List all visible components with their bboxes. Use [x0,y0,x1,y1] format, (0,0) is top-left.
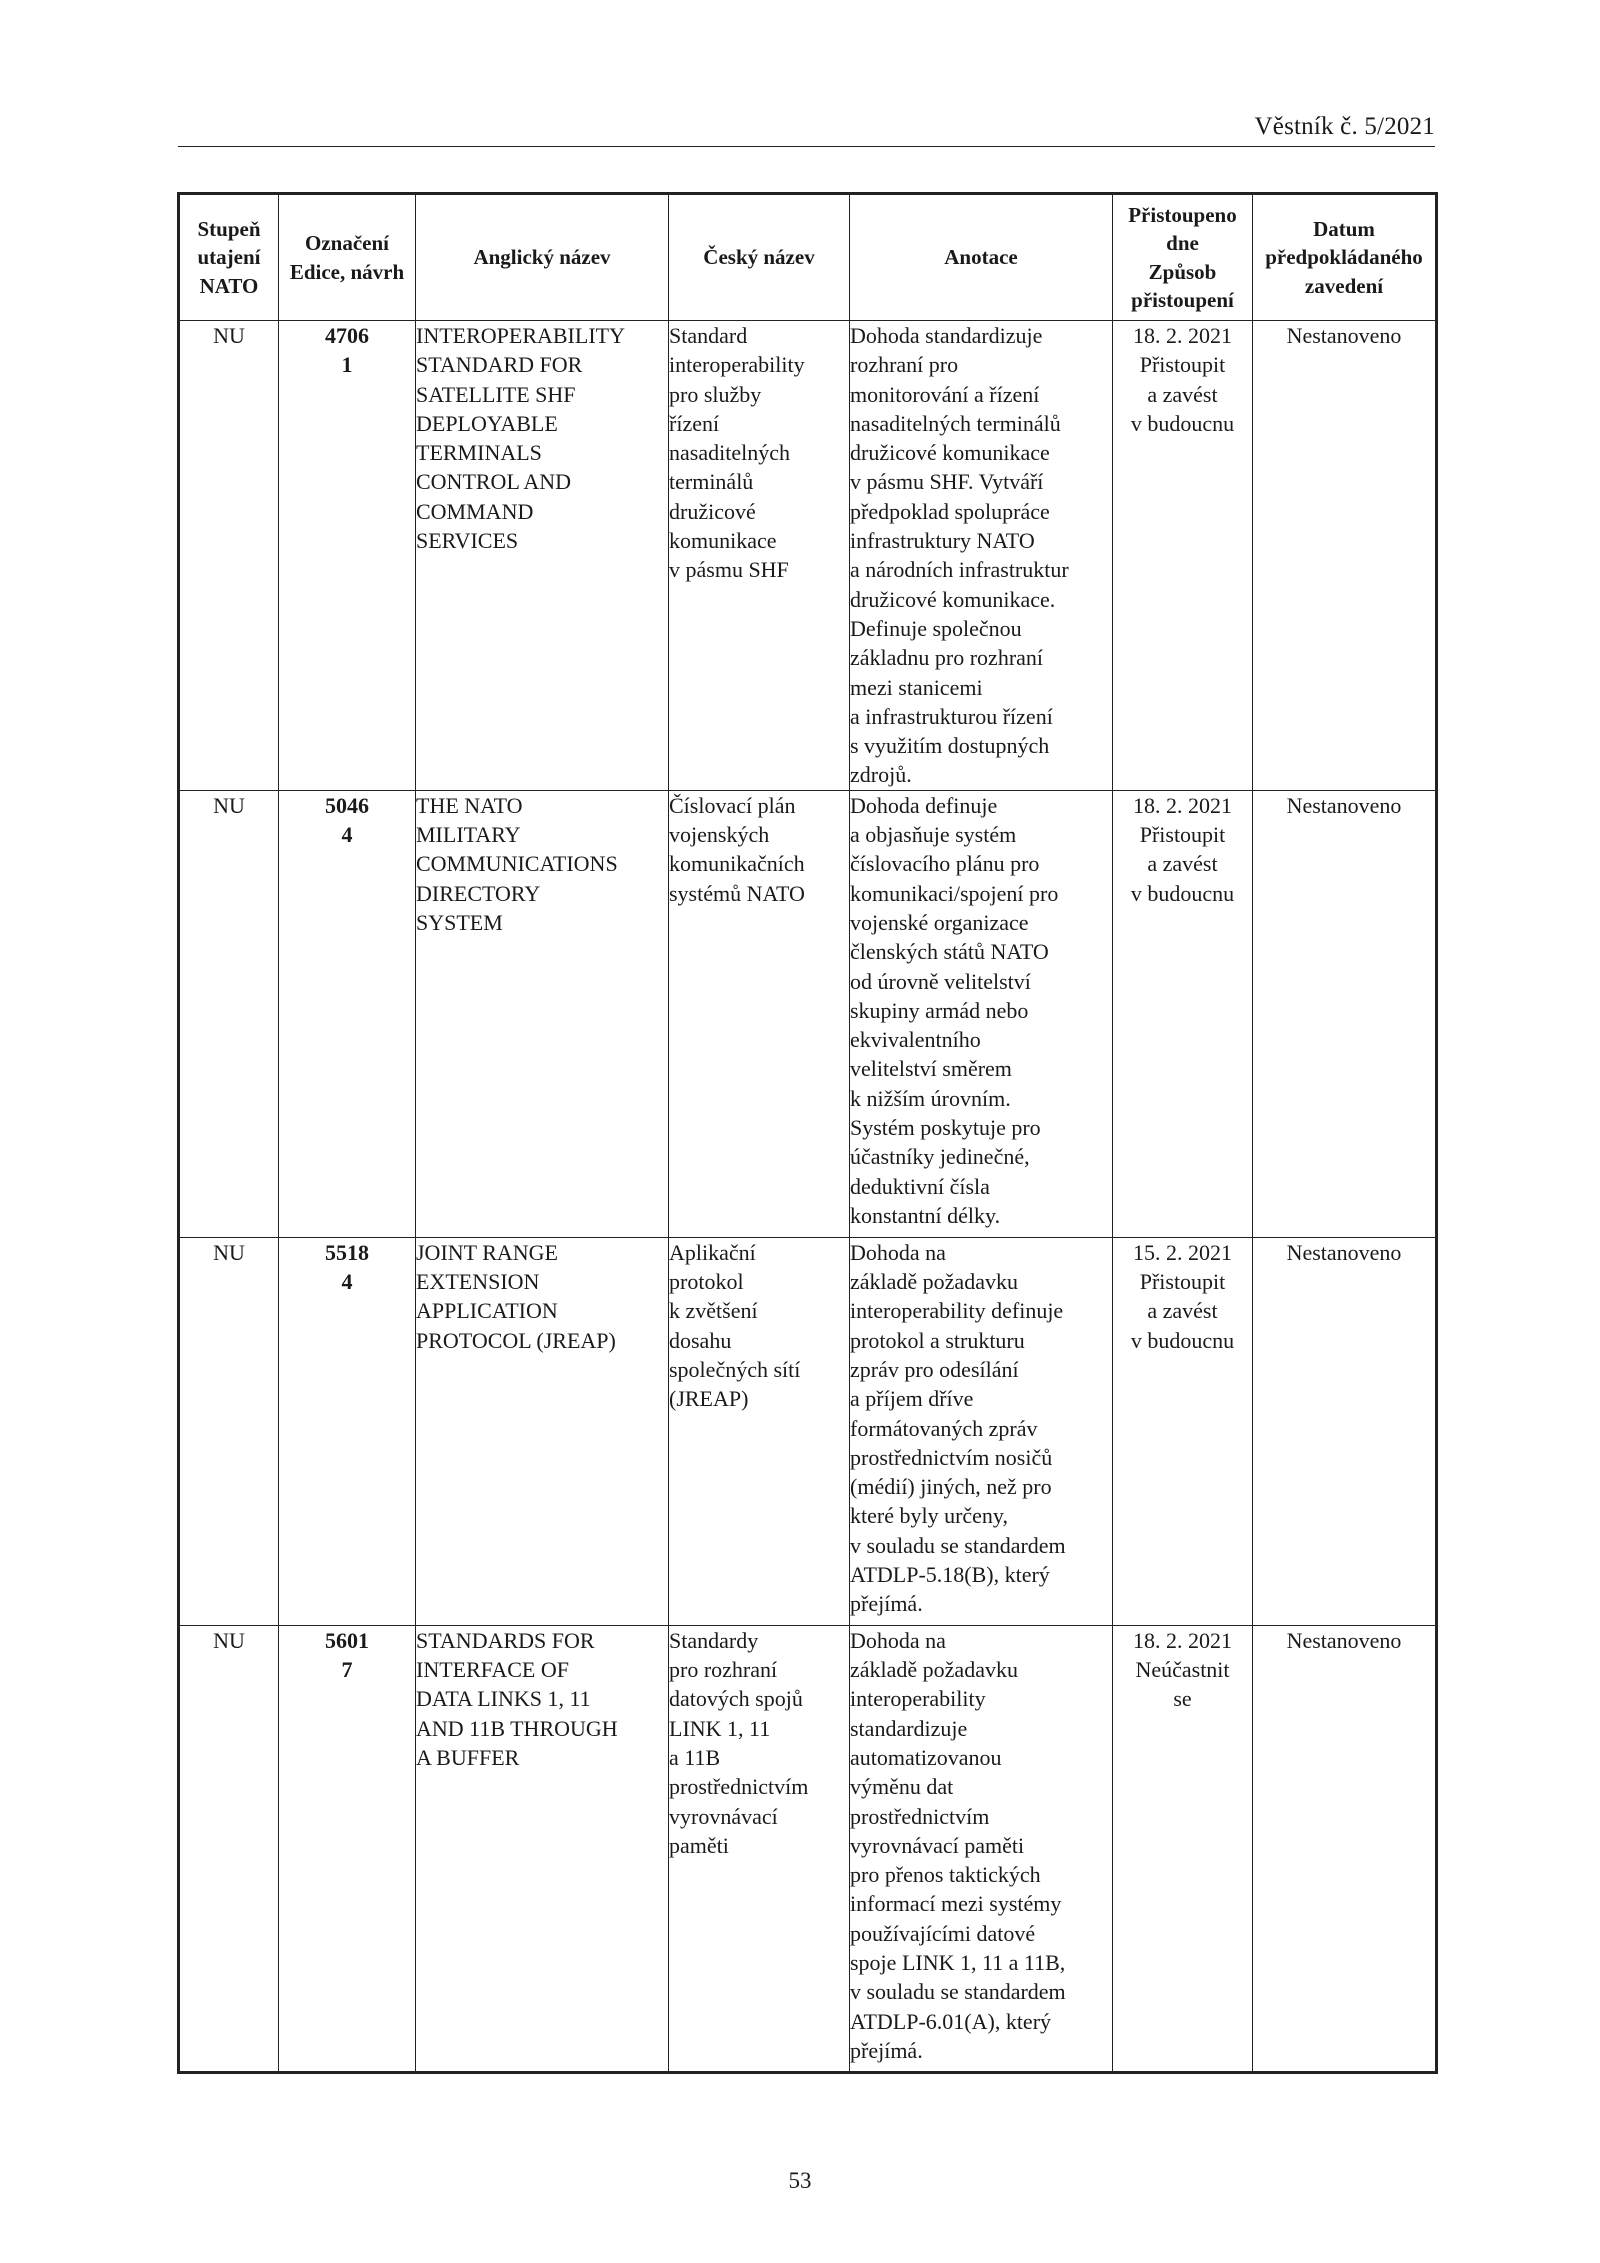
implementation-date-cell: Nestanoveno [1253,1237,1437,1625]
header-rule [178,146,1435,147]
standards-table [177,192,1438,2074]
english-title-cell: STANDARDS FOR INTERFACE OF DATA LINKS 1, 11 AND 11B THROUGH A BUFFER [416,1625,669,2072]
czech-title-cell: Číslovací plán vojenských komunikačních systémů NATO [669,790,850,1237]
classification-cell: NU [179,1625,279,2072]
classification-cell: NU [179,321,279,791]
annotation-cell: Dohoda na základě požadavku interoperability standardizuje automatizovanou výměnu dat prostřednictvím vyrovnávací paměti pro přenos taktických informací mezi systémy používajícími datové spoje LINK 1, 11 a 11B, v souladu se standardem ATDLP-6.01(A), který přejímá. [850,1625,1113,2072]
accession-cell: 18. 2. 2021 Neúčastnit se [1113,1625,1253,2072]
designation-cell [279,1625,416,2072]
column-header-annotation: Anotace [850,194,1113,321]
stanag-number: 4706 [325,323,369,348]
edition-number: 4 [341,1269,353,1295]
implementation-date-cell: Nestanoveno [1253,1625,1437,2072]
page-number: 53 [788,2168,812,2193]
annotation-cell: Dohoda standardizuje rozhraní pro monitorování a řízení nasaditelných terminálů družicové komunikace v pásmu SHF. Vytváří předpoklad spolupráce infrastruktury NATO a národních infrastruktur družicové komunikace. Definuje společnou základnu pro rozhraní mezi stanicemi a infrastrukturou řízení s využitím dostupných zdrojů. [850,321,1113,791]
column-header-code: Označení Edice, návrh [279,194,416,321]
table-row [179,1237,1437,1625]
column-header-english: Anglický název [416,194,669,321]
czech-title-cell: Standard interoperability pro služby řízení nasaditelných terminálů družicové komunikace v pásmu SHF [669,321,850,791]
stanag-number: 5518 [325,1239,369,1265]
designation-cell [279,1237,416,1625]
edition-number: 4 [341,822,353,848]
english-title-cell: INTEROPERABILITY STANDARD FOR SATELLITE SHF DEPLOYABLE TERMINALS CONTROL AND COMMAND SERVICES [416,321,669,791]
designation-cell [279,321,416,791]
column-header-czech: Český název [669,194,850,321]
implementation-date-cell: Nestanoveno [1253,321,1437,791]
classification-cell: NU [179,1237,279,1625]
czech-title-cell: Standardy pro rozhraní datových spojů LINK 1, 11 a 11B prostřednictvím vyrovnávací paměti [669,1625,850,2072]
accession-cell: 18. 2. 2021 Přistoupit a zavést v budoucnu [1113,790,1253,1237]
accession-cell: 18. 2. 2021 Přistoupit a zavést v budoucnu [1113,321,1253,791]
english-title-cell: JOINT RANGE EXTENSION APPLICATION PROTOCOL (JREAP) [416,1237,669,1625]
column-header-date: Datum předpokládaného zavedení [1253,194,1437,321]
stanag-number: 5601 [325,1627,369,1653]
column-header-level: Stupeň utajení NATO [179,194,279,321]
edition-number: 1 [341,352,353,378]
table-header-row [179,194,1437,321]
implementation-date-cell: Nestanoveno [1253,790,1437,1237]
accession-cell: 15. 2. 2021 Přistoupit a zavést v budoucnu [1113,1237,1253,1625]
annotation-cell: Dohoda na základě požadavku interoperability definuje protokol a strukturu zpráv pro odesílání a příjem dříve formátovaných zpráv prostřednictvím nosičů (médií) jiných, než pro které byly určeny, v souladu se standardem ATDLP-5.18(B), který přejímá. [850,1237,1113,1625]
table-row [179,790,1437,1237]
table-row [179,321,1437,791]
english-title-cell: THE NATO MILITARY COMMUNICATIONS DIRECTORY SYSTEM [416,790,669,1237]
classification-cell: NU [179,790,279,1237]
czech-title-cell: Aplikační protokol k zvětšení dosahu společných sítí (JREAP) [669,1237,850,1625]
edition-number: 7 [341,1657,353,1683]
column-header-accession: Přistoupeno dne Způsob přistoupení [1113,194,1253,321]
stanag-number: 5046 [325,792,369,818]
designation-cell [279,790,416,1237]
publication-title: Věstník č. 5/2021 [1254,113,1435,140]
table-row [179,1625,1437,2072]
annotation-cell: Dohoda definuje a objasňuje systém číslovacího plánu pro komunikaci/spojení pro vojenské organizace členských států NATO od úrovně velitelství skupiny armád nebo ekvivalentního velitelství směrem k nižším úrovním. Systém poskytuje pro účastníky jedinečné, deduktivní čísla konstantní délky. [850,790,1113,1237]
